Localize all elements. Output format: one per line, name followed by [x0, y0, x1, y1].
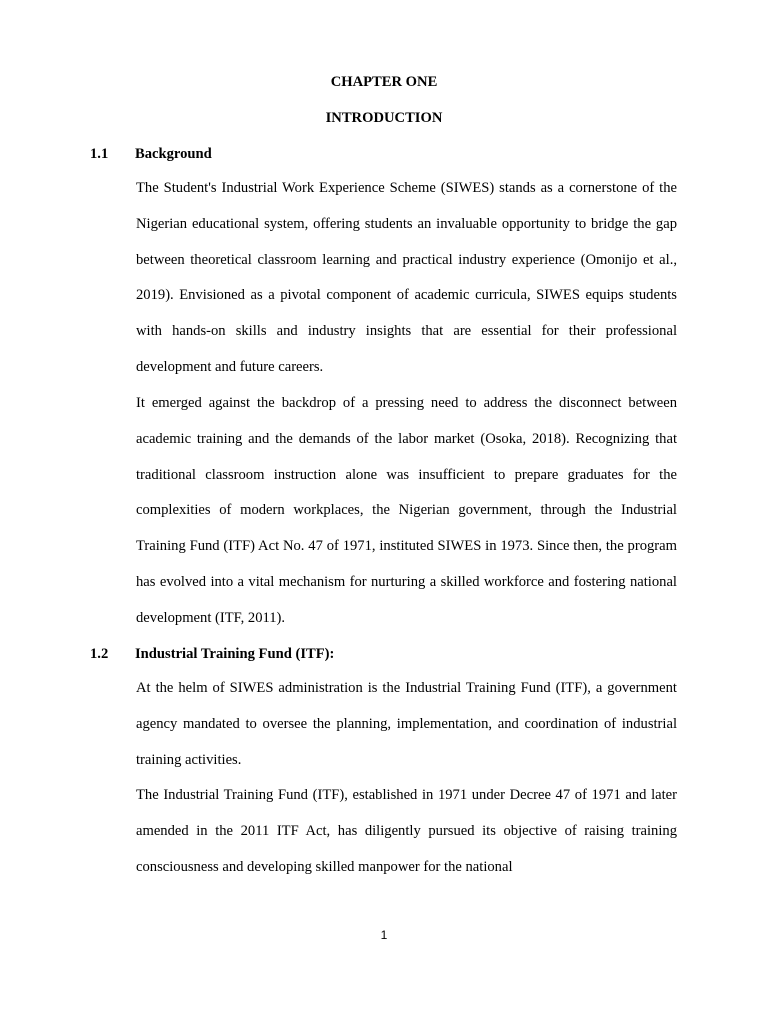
paragraph-itf-establishment: The Industrial Training Fund (ITF), established in 1971 under Decree 47 of 1971 and later amended in the 2011 ITF Act, has diligently pursued its objective of raising training consciousness and developing skilled manpower for the national: [136, 787, 677, 875]
section-title: Industrial Training Fund (ITF):: [135, 646, 335, 662]
section-number: 1.2: [90, 646, 109, 662]
section-number: 1.1: [90, 146, 109, 162]
section-title: Background: [135, 146, 212, 162]
page-number: 1: [380, 928, 388, 942]
paragraph-siwes-intro: The Student's Industrial Work Experience Scheme (SIWES) stands as a cornerstone of the Nigerian educational system, offering students an invaluable opportunity to bridge the gap between theoretical classroom learning and practical industry experience (Omonijo et al., 2019). Envisioned as a pivotal component of academic curricula, SIWES equips students with hands-on skills and industry insights that are essential for their professional development and future careers.: [136, 180, 677, 375]
section-heading-itf: [90, 644, 334, 664]
paragraph-siwes-history: It emerged against the backdrop of a pressing need to address the disconnect between academic training and the demands of the labor market (Osoka, 2018). Recognizing that traditional classroom instruction alone was insufficient to prepare graduates for the complexities of modern workplaces, the Nigerian government, through the Industrial Training Fund (ITF) Act No. 47 of 1971, instituted SIWES in 1973. Since then, the program has evolved into a vital mechanism for nurturing a skilled workforce and fostering national development (ITF, 2011).: [136, 395, 677, 626]
chapter-subtitle: INTRODUCTION: [325, 110, 443, 126]
section-heading-background: [90, 144, 212, 164]
paragraph-itf-role: At the helm of SIWES administration is the Industrial Training Fund (ITF), a government agency mandated to oversee the planning, implementation, and coordination of industrial training activities.: [136, 680, 677, 768]
chapter-title: CHAPTER ONE: [330, 74, 438, 90]
